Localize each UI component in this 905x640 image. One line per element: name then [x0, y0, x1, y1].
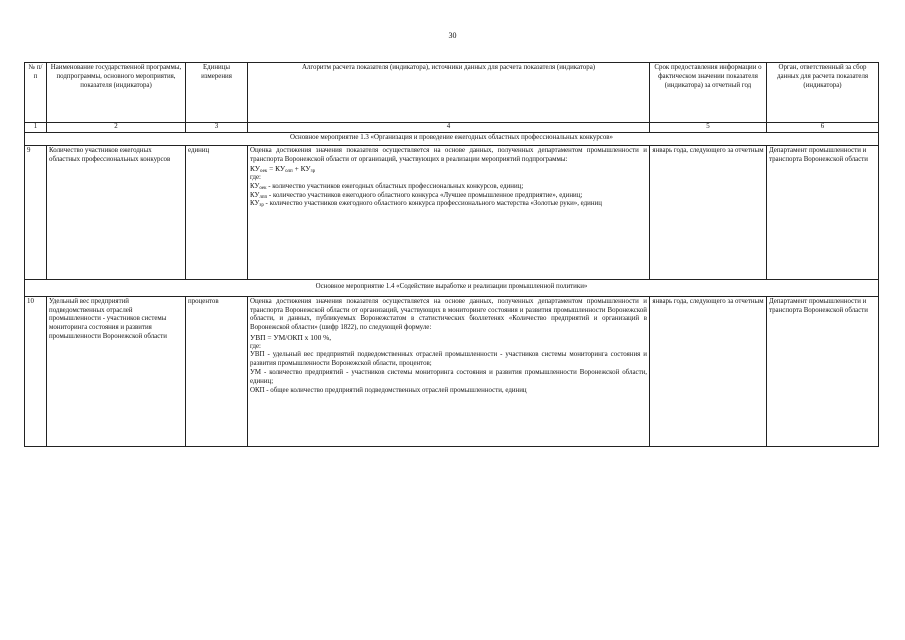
unit: единиц — [186, 145, 248, 279]
column-number-row — [25, 123, 879, 133]
deadline: январь года, следующего за отчетным — [650, 296, 767, 446]
column-number: 2 — [47, 123, 186, 133]
column-number: 4 — [248, 123, 650, 133]
row-number: 10 — [25, 296, 47, 446]
algorithm-cell — [248, 145, 650, 279]
column-number: 1 — [25, 123, 47, 133]
column-number: 3 — [186, 123, 248, 133]
definition: УВП - удельный вес предприятий подведомственных отраслей промышленности - участников системы мониторинга состояния и развития промышленности Воронежской области, процентов; — [250, 351, 647, 368]
algorithm-intro: Оценка достижения значения показателя осуществляется на основе данных, полученных департаментом промышленности и транспорта Воронежской области от организаций, участвующих в мониторинге состояния и развития промышленности Воронежской области, и данных, публикуемых Воронежстатом в статистических бюллетенях «Количество предприятий и организаций в Воронежской области» (шифр 1822), по следующей формуле: — [250, 297, 647, 332]
where-label: где: — [250, 173, 261, 181]
formula: УВП = УМ/ОКП х 100 %, — [250, 333, 332, 343]
deadline: январь года, следующего за отчетным — [650, 145, 767, 279]
indicator-name: Количество участников ежегодных областных профессиональных конкурсов — [47, 145, 186, 279]
indicator-name: Удельный вес предприятий подведомственных отраслей промышленности - участников системы мониторинга состояния и развития промышленности Воронежской области — [47, 296, 186, 446]
header-algorithm: Алгоритм расчета показателя (индикатора), источники данных для расчета показателя (индикатора) — [248, 63, 650, 123]
row-number: 9 — [25, 145, 47, 279]
table-row — [25, 296, 879, 446]
indicator-table — [24, 62, 879, 447]
header-unit: Единицы измерения — [186, 63, 248, 123]
where-label: где: — [250, 342, 261, 350]
responsible-organ: Департамент промышленности и транспорта Воронежской области — [767, 145, 879, 279]
table-row — [25, 145, 879, 279]
header-organ: Орган, ответственный за сбор данных для расчета показателя (индикатора) — [767, 63, 879, 123]
algorithm-intro: Оценка достижения значения показателя осуществляется на основе данных, полученных департаментом промышленности и транспорта Воронежской области от организаций, участвующих в реализации мероприятий подпрограммы: — [250, 146, 647, 163]
header-name: Наименование государственной программы, подпрограммы, основного мероприятия, показателя (индикатора) — [47, 63, 186, 123]
column-number: 6 — [767, 123, 879, 133]
section-title: Основное мероприятие 1.4 «Содействие выработке и реализации промышленной политики» — [25, 279, 879, 296]
section-heading-row — [25, 132, 879, 145]
definition: $КУ_{оек}$ - количество участников ежегодных областных профессиональных конкурсов, единиц; — [250, 182, 524, 191]
definition: УМ - количество предприятий - участников системы мониторинга состояния и развития промышленности Воронежской области, единиц; — [250, 369, 647, 385]
section-heading-row — [25, 279, 879, 296]
header-deadline: Срок предоставления информации о фактическом значении показателя (индикатора) за отчетный год — [650, 63, 767, 123]
definition: ОКП - общее количество предприятий подведомственных отраслей промышленности, единиц — [250, 386, 527, 394]
header-num: № п/п — [25, 63, 47, 123]
section-title: Основное мероприятие 1.3 «Организация и проведение ежегодных областных профессиональных конкурсов» — [25, 132, 879, 145]
column-number: 5 — [650, 123, 767, 133]
responsible-organ: Департамент промышленности и транспорта Воронежской области — [767, 296, 879, 446]
formula: $КУ_{оек} = КУ_{олп} + КУ_{зр}$ — [250, 164, 316, 175]
definition: $КУ_{лпп}$ - количество участников ежегодного областного конкурса «Лучшее промышленное предприятие», единиц; — [250, 191, 583, 200]
algorithm-cell — [248, 296, 650, 446]
definition: $КУ_{зр}$ - количество участников ежегодного областного конкурса профессионального мастерства «Золотые руки», единиц — [250, 200, 602, 209]
unit: процентов — [186, 296, 248, 446]
page-number: 30 — [448, 31, 457, 40]
header-row — [25, 63, 879, 123]
